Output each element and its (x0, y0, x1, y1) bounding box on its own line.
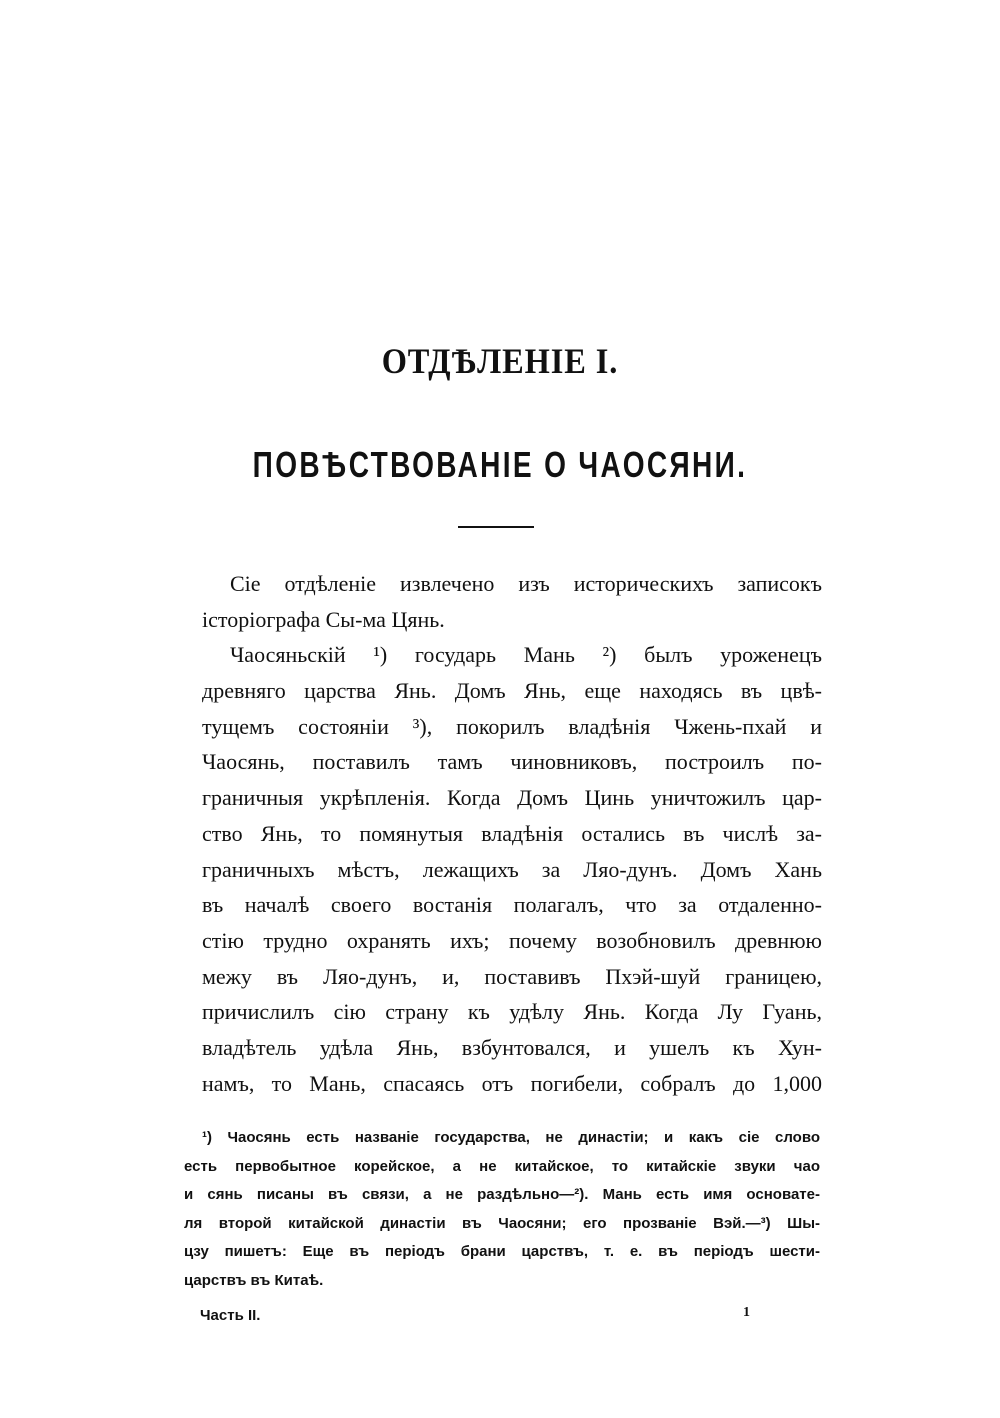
text-line: Сіе отдѣленіе извлечено изъ историческихъ записокъ (230, 571, 822, 596)
section-heading: ОТДѢЛЕНІЕ І. (381, 341, 619, 381)
text-line: граничныя укрѣпленія. Когда Домъ Цинь уничтожилъ цар- (202, 785, 822, 811)
footnote-line: и сянь писаны въ связи, а не раздѣльно—²). Мань есть имя основате- (184, 1186, 820, 1203)
signature-mark: Часть II. (200, 1307, 261, 1324)
footnote-line: царствъ въ Китаѣ. (184, 1271, 324, 1289)
text-line: стію трудно охранять ихъ; почему возобновилъ древнюю (202, 927, 822, 953)
footnote-line: ¹) Чаосянь есть названіе государства, не династіи; и какъ сіе слово (202, 1129, 820, 1146)
footnote-line: цзу пишетъ: Еще въ періодъ брани царствъ, т. е. въ періодъ шести- (184, 1243, 820, 1260)
text-line: причислилъ сію страну къ удѣлу Янь. Когда Лу Гуань, (202, 999, 822, 1025)
footnote-line: есть первобытное корейское, а не китайское, то китайскіе звуки чао (184, 1157, 820, 1175)
text-line: владѣтель удѣла Янь, взбунтовался, и ушелъ къ Хун- (202, 1034, 822, 1060)
page-number: 1 (743, 1305, 750, 1320)
text-line: въ началѣ своего востанія полагалъ, что за отдаленно- (202, 892, 822, 918)
text-line: тущемъ состояніи ³), покорилъ владѣнія Чжень-пхай и (202, 713, 822, 739)
text-line: ство Янь, то помянутыя владѣнія остались въ числѣ за- (202, 820, 822, 846)
text-line: Чаосяньскій ¹) государь Мань ²) былъ уроженецъ (230, 642, 822, 668)
footnotes (184, 1124, 820, 1295)
section-subheading: ПОВѢСТВОВАНІЕ О ЧАОСЯНИ. (252, 444, 748, 485)
text-line: історіографа Сы-ма Цянь. (202, 606, 445, 632)
title-divider (458, 526, 534, 528)
footnote-line: ля второй китайской династіи въ Чаосяни; его прозваніе Вэй.—³) Шы- (184, 1214, 820, 1232)
text-line: межу въ Ляо-дунъ, и, поставивъ Пхэй-шуй границею, (202, 963, 822, 989)
body-text (202, 566, 822, 1101)
text-line: древняго царства Янь. Домъ Янь, еще находясь въ цвѣ- (202, 678, 822, 704)
text-line: намъ, то Мань, спасаясь отъ погибели, собралъ до 1,000 (202, 1070, 822, 1096)
text-line: граничныхъ мѣстъ, лежащихъ за Ляо-дунъ. Домъ Хань (202, 856, 822, 882)
text-line: Чаосянь, поставилъ тамъ чиновниковъ, построилъ по- (202, 749, 822, 775)
